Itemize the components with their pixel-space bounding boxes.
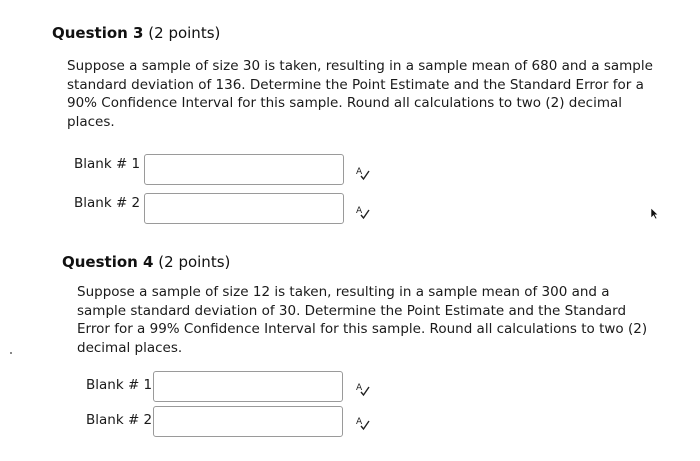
- q4-blank-1-input[interactable]: [153, 371, 343, 402]
- q4-blank-2-label: Blank # 2: [86, 412, 153, 428]
- spell-check-icon[interactable]: [355, 165, 371, 181]
- question-4-points: (2 points): [158, 253, 231, 271]
- question-3-label: Question 3: [52, 24, 144, 42]
- question-3-points: (2 points): [148, 24, 221, 42]
- question-3-body: Suppose a sample of size 30 is taken, resulting in a sample mean of 680 and a sample standard deviation of 136. Determine the Point Estimate and the Standard Error for a 90% Confidence Interval for this sample. Round all calculations to two (2) decimal places.: [67, 58, 653, 130]
- q3-blank-2-label: Blank # 2: [74, 195, 141, 211]
- spell-check-icon[interactable]: [355, 381, 371, 397]
- question-3-title: [52, 24, 220, 42]
- q4-blank-1-label: Blank # 1: [86, 377, 153, 393]
- svg-text:A: A: [356, 167, 363, 177]
- q3-blank-1-label: Blank # 1: [74, 156, 141, 172]
- q3-blank-1-input[interactable]: [144, 154, 344, 185]
- spell-check-icon[interactable]: [355, 415, 371, 431]
- svg-text:A: A: [356, 417, 363, 427]
- spell-check-icon[interactable]: [355, 204, 371, 220]
- svg-text:A: A: [356, 206, 363, 216]
- mouse-cursor-icon: [650, 207, 659, 220]
- q4-blank-2-input[interactable]: [153, 406, 343, 437]
- stray-dot: [10, 352, 12, 354]
- svg-text:A: A: [356, 383, 363, 393]
- q3-blank-2-input[interactable]: [144, 193, 344, 224]
- question-4-body: Suppose a sample of size 12 is taken, resulting in a sample mean of 300 and a sample standard deviation of 30. Determine the Point Estimate and the Standard Error for a 99% Confidence Interval for this sample. Round all calculations to two (2) decimal places.: [77, 284, 648, 356]
- question-4-title: [62, 253, 230, 271]
- question-4-label: Question 4: [62, 253, 154, 271]
